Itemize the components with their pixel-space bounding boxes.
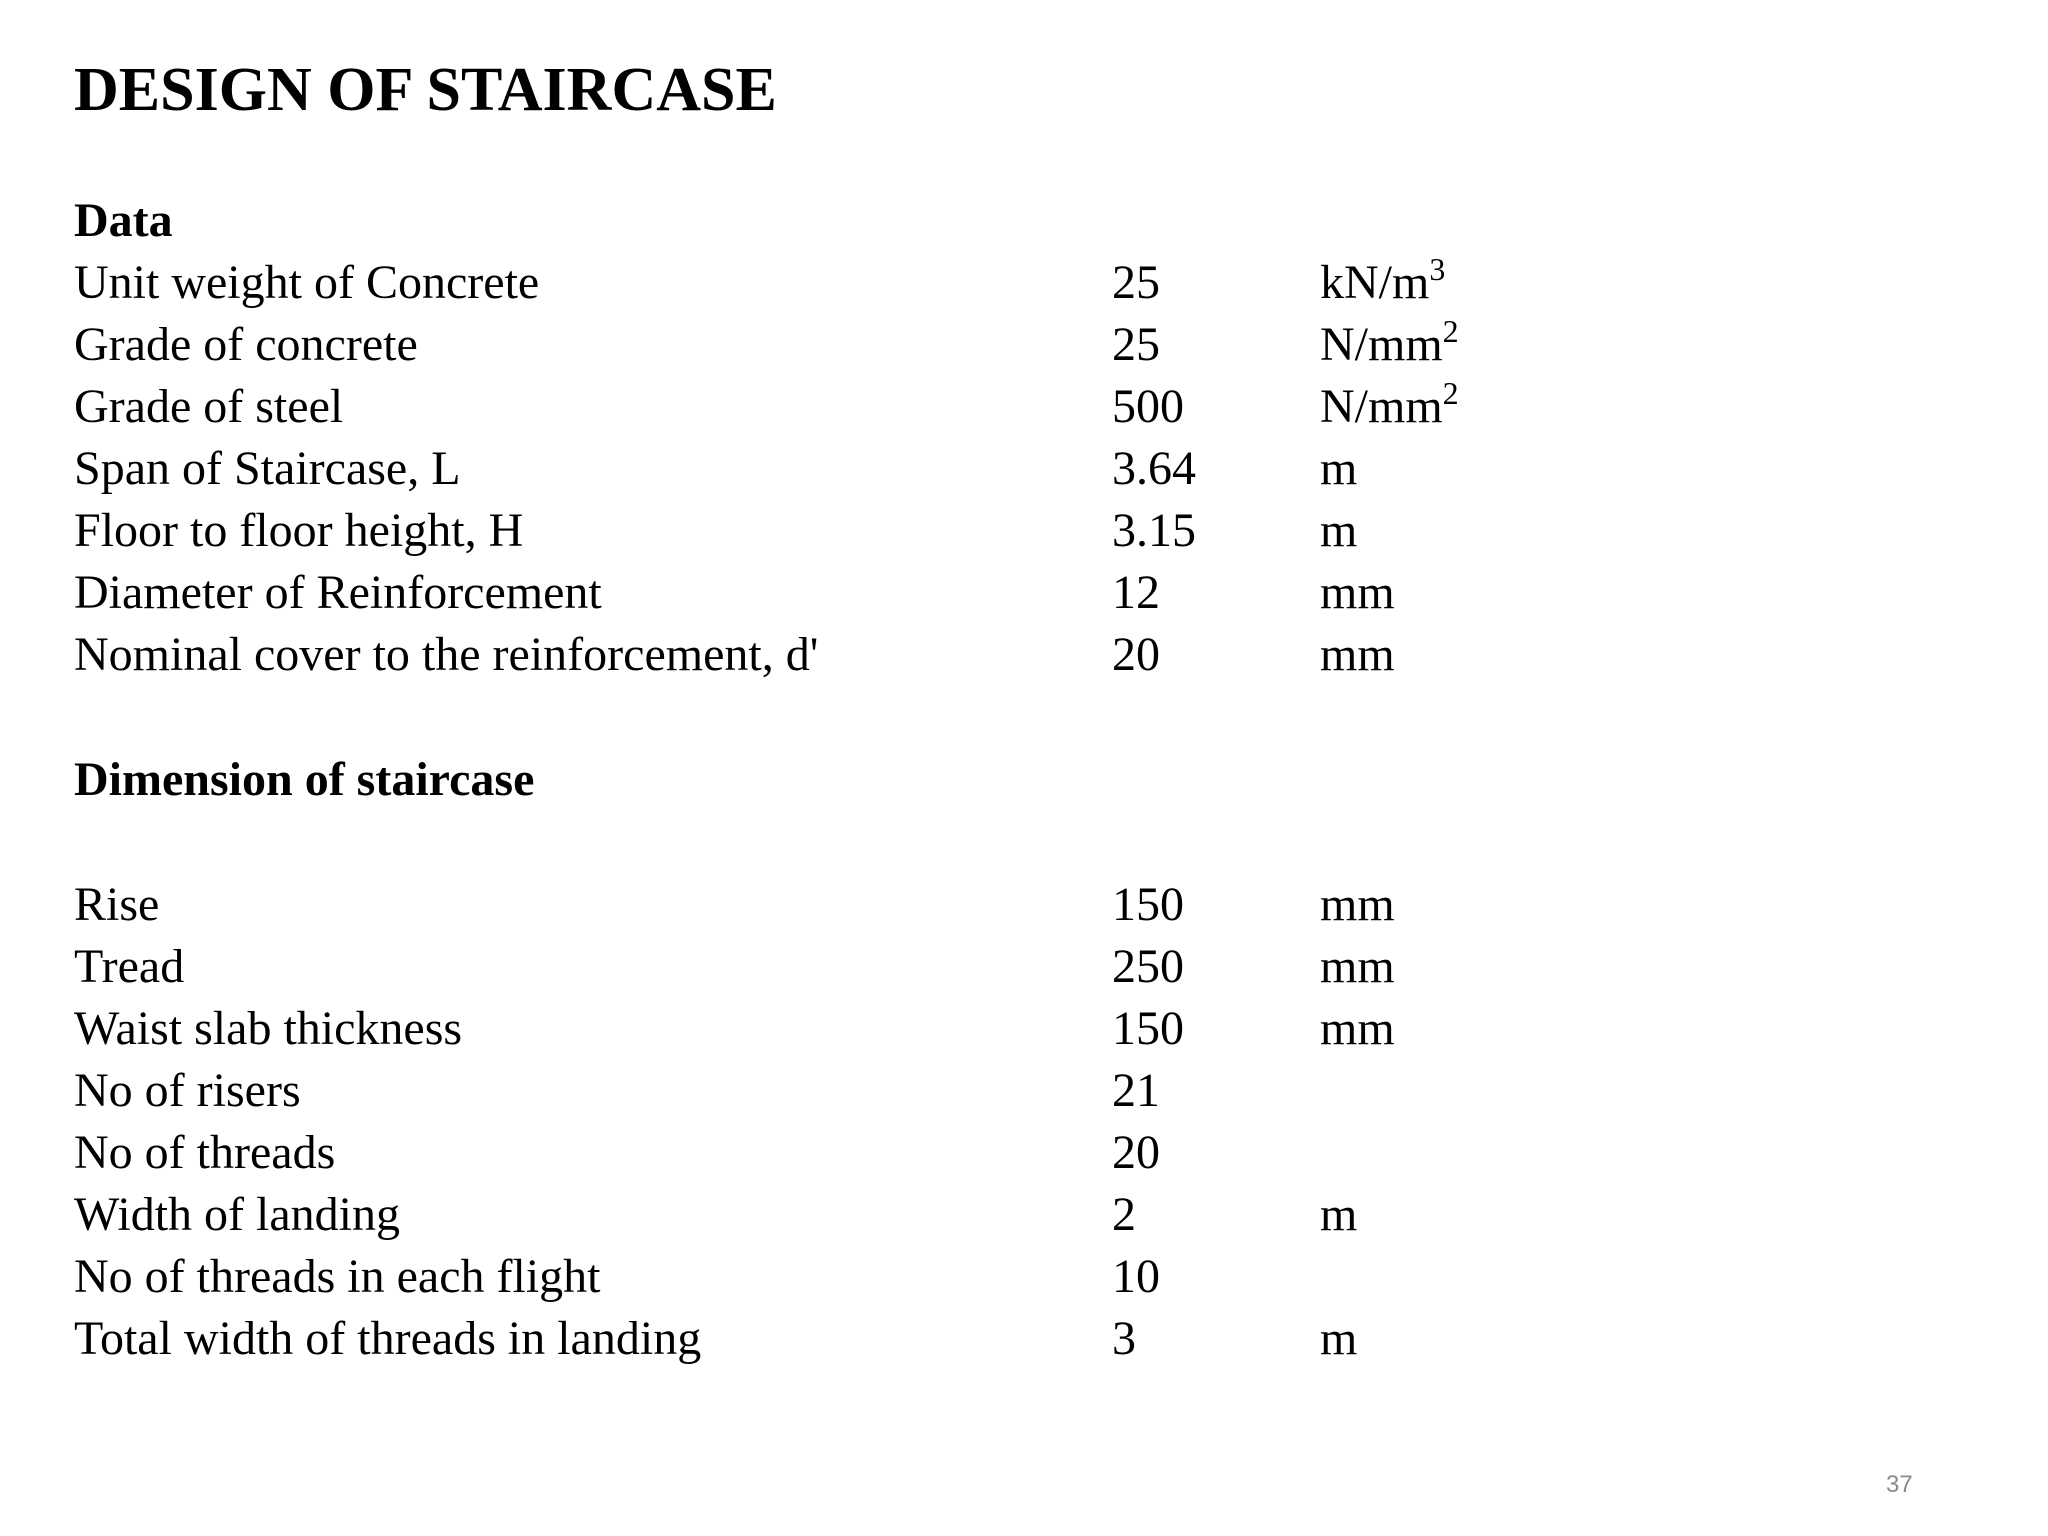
dimension-row-label: No of threads in each flight	[74, 1250, 601, 1303]
dimension-row-value: 150	[1112, 1002, 1184, 1055]
data-row-label: Nominal cover to the reinforcement, d'	[74, 628, 819, 681]
dimension-row	[0, 1122, 2048, 1184]
dimension-row	[0, 998, 2048, 1060]
dimension-row	[0, 1184, 2048, 1246]
data-row-unit: m	[1320, 504, 1358, 557]
dimension-row-unit: m	[1320, 1188, 1358, 1241]
dimension-section-heading: Dimension of staircase	[74, 753, 535, 806]
data-row-unit: m	[1320, 442, 1358, 495]
dimension-row-unit: mm	[1320, 940, 1395, 993]
data-row-unit: mm	[1320, 628, 1395, 681]
data-row	[0, 500, 2048, 562]
dimension-row-label: No of threads	[74, 1126, 336, 1179]
data-row-label: Unit weight of Concrete	[74, 256, 540, 309]
data-row-value: 3.64	[1112, 442, 1196, 495]
data-row-label: Floor to floor height, H	[74, 504, 524, 557]
data-row-value: 25	[1112, 318, 1160, 371]
data-row-value: 25	[1112, 256, 1160, 309]
dimension-row-value: 3	[1112, 1312, 1136, 1365]
data-row	[0, 376, 2048, 438]
data-row-value: 20	[1112, 628, 1160, 681]
data-row-label: Grade of steel	[74, 380, 344, 433]
dimension-row	[0, 1308, 2048, 1370]
data-row	[0, 562, 2048, 624]
data-row-value: 3.15	[1112, 504, 1196, 557]
data-row-value: 500	[1112, 380, 1184, 433]
dimension-row-value: 10	[1112, 1250, 1160, 1303]
unit-superscript: 2	[1442, 375, 1459, 411]
unit-superscript: 3	[1429, 251, 1446, 287]
data-row-unit: $kN/m^3$	[1320, 251, 1446, 309]
data-row-value: 12	[1112, 566, 1160, 619]
dimension-row	[0, 1246, 2048, 1308]
data-row-unit: $N/mm^2$	[1320, 313, 1459, 371]
data-row-label: Diameter of Reinforcement	[74, 566, 602, 619]
dimension-row	[0, 874, 2048, 936]
dimension-row-label: Rise	[74, 878, 160, 931]
dimension-row-label: Width of landing	[74, 1188, 401, 1241]
data-row	[0, 314, 2048, 376]
dimension-row	[0, 1060, 2048, 1122]
dimension-row-value: 21	[1112, 1064, 1160, 1117]
data-row-unit: mm	[1320, 566, 1395, 619]
dimension-row-unit: mm	[1320, 1002, 1395, 1055]
page-number: 37	[1886, 1471, 1913, 1498]
dimension-row-value: 20	[1112, 1126, 1160, 1179]
data-row	[0, 252, 2048, 314]
data-row	[0, 438, 2048, 500]
data-row-label: Grade of concrete	[74, 318, 418, 371]
dimension-row-label: No of risers	[74, 1064, 301, 1117]
dimension-row	[0, 936, 2048, 998]
data-row	[0, 624, 2048, 686]
data-row-label: Span of Staircase, L	[74, 442, 461, 495]
dimension-row-value: 150	[1112, 878, 1184, 931]
dimension-row-label: Total width of threads in landing	[74, 1312, 702, 1365]
dimension-row-value: 250	[1112, 940, 1184, 993]
dimension-row-value: 2	[1112, 1188, 1136, 1241]
page-title: DESIGN OF STAIRCASE	[74, 56, 777, 124]
unit-superscript: 2	[1442, 313, 1459, 349]
data-row-unit: $N/mm^2$	[1320, 375, 1459, 433]
dimension-row-unit: mm	[1320, 878, 1395, 931]
dimension-row-label: Tread	[74, 940, 185, 993]
data-section-heading: Data	[74, 194, 173, 247]
dimension-row-label: Waist slab thickness	[74, 1002, 463, 1055]
dimension-row-unit: m	[1320, 1312, 1358, 1365]
